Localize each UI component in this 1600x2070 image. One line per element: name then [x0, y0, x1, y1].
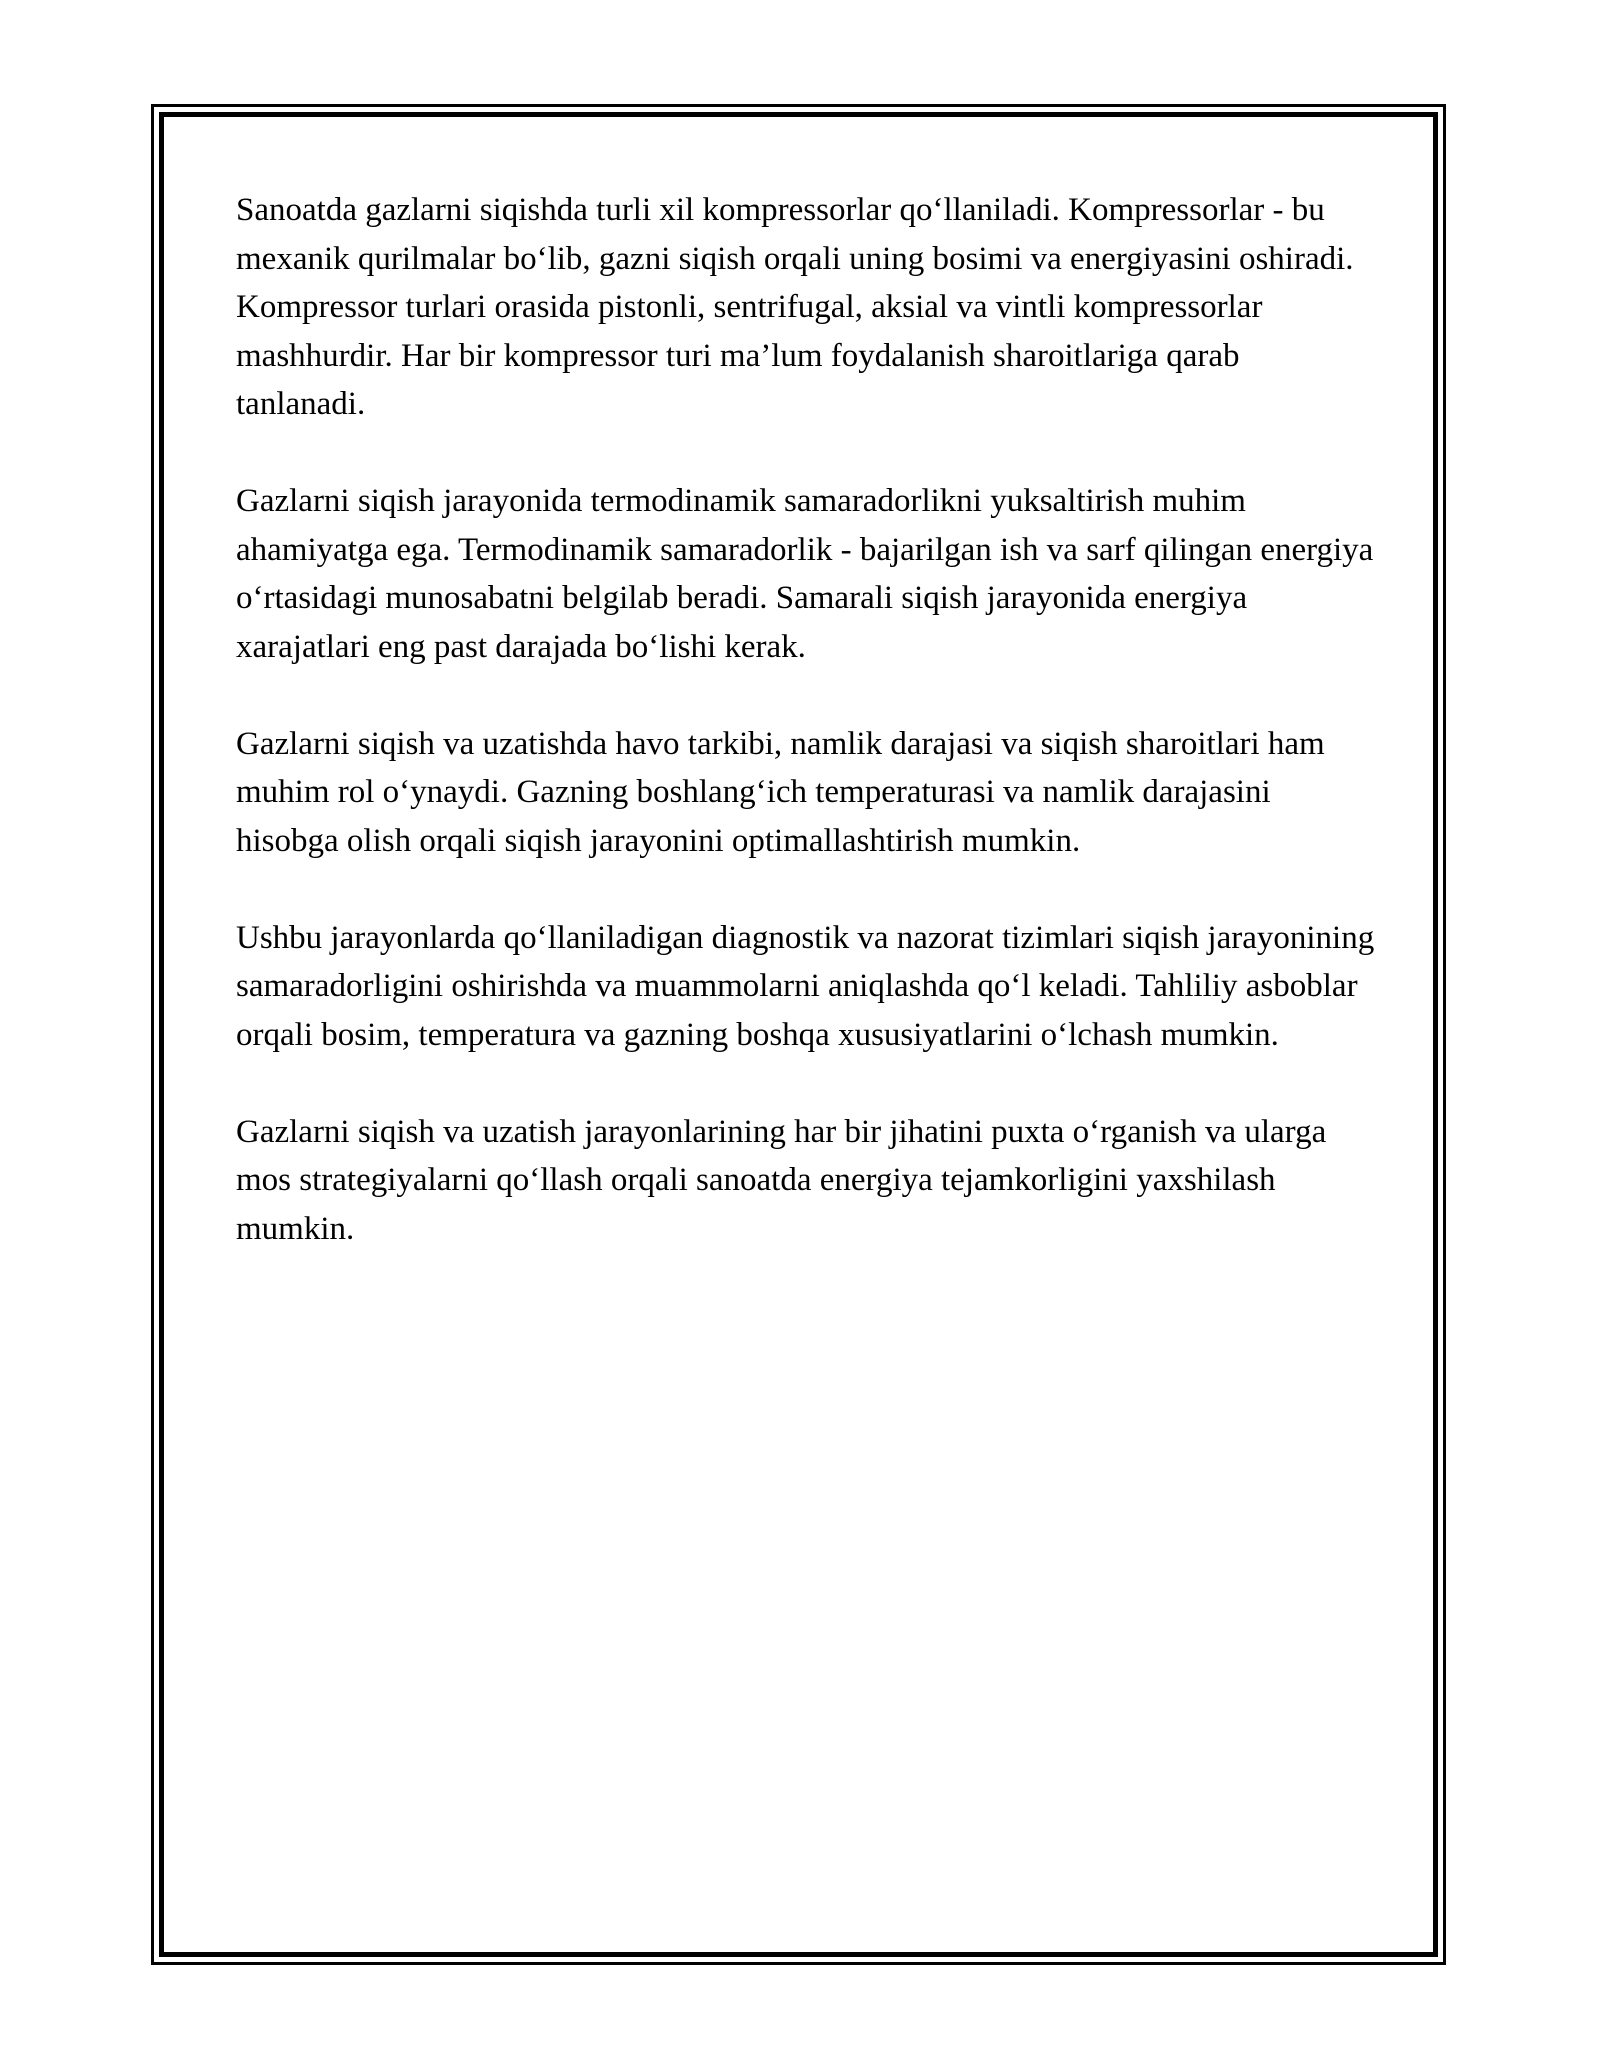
- document-body: [236, 186, 1376, 1302]
- paragraph-diagnostic-systems: Ushbu jarayonlarda qo‘llaniladigan diagnostik va nazorat tizimlari siqish jarayonining samaradorligini oshirishda va muammolarni aniqlashda qo‘l keladi. Tahliliy asboblar orqali bosim, temperatura va gazning boshqa xususiyatlarini o‘lchash mumkin.: [236, 919, 1375, 1053]
- paragraph-compressor-types: Sanoatda gazlarni siqishda turli xil kompressorlar qo‘llaniladi. Kompressorlar - bu mexanik qurilmalar bo‘lib, gazni siqish orqali uning bosimi va energiyasini oshiradi. Kompressor turlari orasida pistonli, sentrifugal, aksial va vintli kompressorlar mashhurdir. Har bir kompressor turi ma’lum foydalanish sharoitlariga qarab tanlanadi.: [236, 192, 1354, 422]
- paragraph-conclusion: Gazlarni siqish va uzatish jarayonlarining har bir jihatini puxta o‘rganish va ularga mos strategiyalarni qo‘llash orqali sanoatda energiya tejamkorligini yaxshilash mumkin.: [236, 1113, 1327, 1247]
- paragraph-compression-conditions: Gazlarni siqish va uzatishda havo tarkibi, namlik darajasi va siqish sharoitlari ham muhim rol o‘ynaydi. Gazning boshlang‘ich temperaturasi va namlik darajasini hisobga olish orqali siqish jarayonini optimallashtirish mumkin.: [236, 725, 1325, 859]
- paragraph-thermodynamic-efficiency: Gazlarni siqish jarayonida termodinamik samaradorlikni yuksaltirish muhim ahamiyatga ega. Termodinamik samaradorlik - bajarilgan ish va sarf qilingan energiya o‘rtasidagi munosabatni belgilab beradi. Samarali siqish jarayonida energiya xarajatlari eng past darajada bo‘lishi kerak.: [236, 483, 1374, 665]
